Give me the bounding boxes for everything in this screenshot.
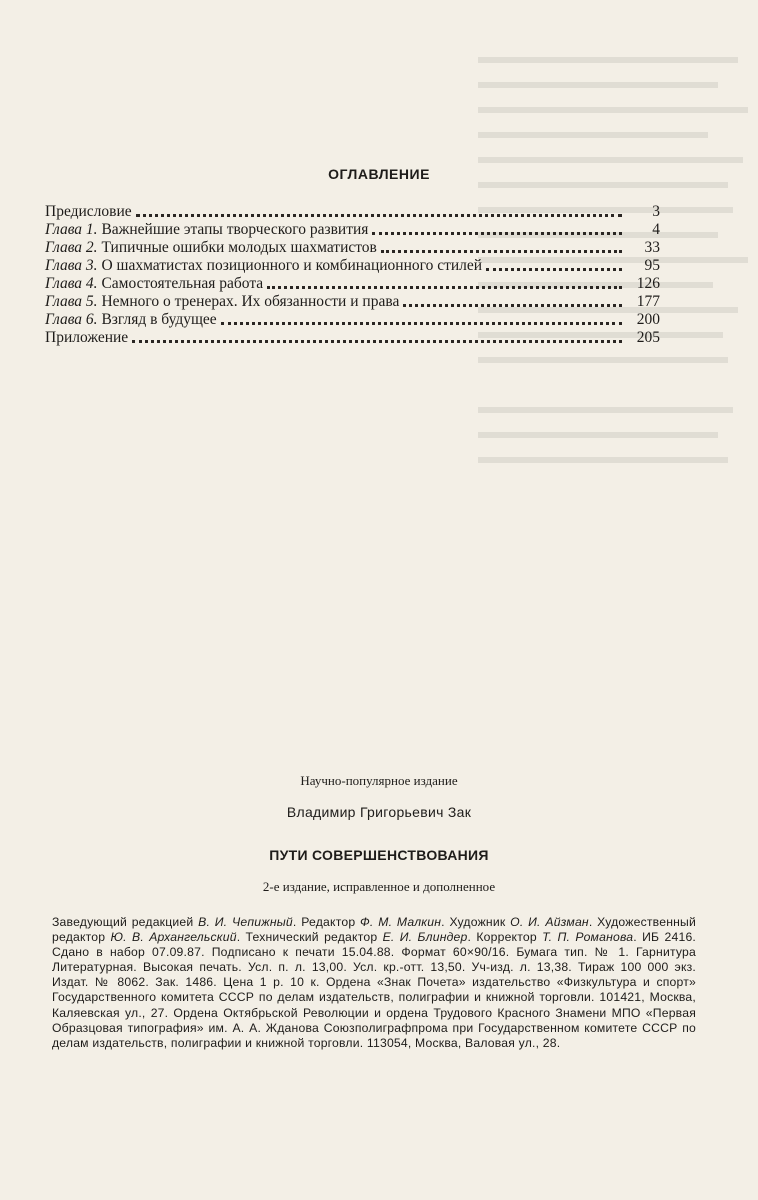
toc-entry[interactable] bbox=[45, 203, 660, 221]
toc-entry-page: 177 bbox=[636, 293, 660, 310]
toc-leader-dots bbox=[372, 232, 622, 235]
toc-entry-title: О шахматистах позиционного и комбинационного стилей bbox=[101, 257, 483, 274]
credits-text: . Редактор bbox=[292, 915, 361, 929]
toc-entry-page: 205 bbox=[636, 329, 660, 346]
toc-entry-page: 4 bbox=[652, 221, 660, 238]
credits-person: Т. П. Романова bbox=[542, 930, 634, 945]
toc-entry[interactable] bbox=[45, 275, 660, 293]
imprint-credits bbox=[52, 915, 696, 1051]
credits-person: Ф. М. Малкин bbox=[360, 915, 442, 929]
toc-entry-page: 3 bbox=[652, 203, 660, 220]
toc-heading: ОГЛАВЛЕНИЕ bbox=[328, 166, 430, 182]
toc-entry-prefix: Глава 2. bbox=[45, 239, 98, 256]
toc-entry-title: Приложение bbox=[45, 329, 129, 346]
publication-type: Научно-популярное издание bbox=[300, 773, 458, 788]
credits-person: В. И. Чепижный bbox=[198, 915, 293, 929]
credits-person: О. И. Айзман bbox=[510, 915, 589, 929]
toc-leader-dots bbox=[486, 268, 622, 271]
toc-leader-dots bbox=[221, 322, 622, 325]
credits-text: . Художественный редактор bbox=[52, 915, 697, 945]
credits-text: . Технический редактор bbox=[236, 930, 383, 945]
toc-leader-dots bbox=[267, 286, 622, 289]
toc-leader-dots bbox=[403, 304, 622, 307]
toc-leader-dots bbox=[136, 214, 622, 217]
toc-entry-title: Самостоятельная работа bbox=[101, 275, 264, 292]
credits-text: . ИБ 2416. Сдано в набор 07.09.87. Подписано к печати 15.04.88. Формат 60×90/16. Бумага тип. № 1. Гарнитура Литературная. Высокая печать. Усл. п. л. 13,00. Усл. кр.-отт. 13,50. Уч-изд. л. 13,38. Тираж 100 000 экз. Издат. № 8062. Зак. 1486. Цена 1 р. 10 к. Ордена «Знак Почета» издательство «Физкультура и спорт» Государственного комитета СССР по делам издательств, полиграфии и книжной торговли. 101421, Москва, Каляевская ул., 27. Ордена Октябрьской Революции и ордена Трудового Красного Знамени МПО «Первая Образцовая типография» им. А. А. Жданова Союзполиграфпрома при Государственном комитете СССР по делам издательств, полиграфии и книжной торговли. 113054, Москва, Валовая ул., 28. bbox=[52, 930, 697, 1050]
toc-entry-page: 126 bbox=[636, 275, 660, 292]
toc-entry[interactable] bbox=[45, 221, 660, 239]
toc-entry[interactable] bbox=[45, 257, 660, 275]
toc-entry-title: Взгляд в будущее bbox=[101, 311, 217, 328]
toc-entry[interactable] bbox=[45, 311, 660, 329]
toc-entry-title: Немного о тренерах. Их обязанности и права bbox=[101, 293, 400, 310]
edition-note: 2-е издание, исправленное и дополненное bbox=[262, 879, 496, 894]
table-of-contents bbox=[45, 203, 660, 347]
author-name: Владимир Григорьевич Зак bbox=[286, 804, 472, 820]
toc-entry-prefix: Глава 4. bbox=[45, 275, 98, 292]
toc-leader-dots bbox=[381, 250, 622, 253]
credits-person: Ю. В. Архангельский bbox=[110, 930, 237, 945]
toc-entry[interactable] bbox=[45, 239, 660, 257]
credits-text: . Художник bbox=[441, 915, 511, 929]
book-title: ПУТИ СОВЕРШЕНСТВОВАНИЯ bbox=[269, 847, 489, 863]
toc-entry-prefix: Глава 3. bbox=[45, 257, 98, 274]
toc-entry-prefix: Глава 1. bbox=[45, 221, 98, 238]
toc-entry-title: Важнейшие этапы творческого развития bbox=[101, 221, 369, 238]
toc-entry-title: Предисловие bbox=[45, 203, 132, 220]
toc-entry[interactable] bbox=[45, 329, 660, 347]
toc-entry-prefix: Глава 5. bbox=[45, 293, 98, 310]
toc-entry-title: Типичные ошибки молодых шахматистов bbox=[101, 239, 377, 256]
toc-entry[interactable] bbox=[45, 293, 660, 311]
toc-entry-prefix: Глава 6. bbox=[45, 311, 98, 328]
toc-entry-page: 95 bbox=[644, 257, 660, 274]
toc-entry-page: 33 bbox=[644, 239, 660, 256]
credits-person: Е. И. Блиндер bbox=[382, 930, 468, 945]
toc-leader-dots bbox=[132, 340, 622, 343]
toc-entry-page: 200 bbox=[636, 311, 660, 328]
credits-text: Заведующий редакцией bbox=[52, 915, 199, 929]
credits-text: . Корректор bbox=[467, 930, 543, 945]
